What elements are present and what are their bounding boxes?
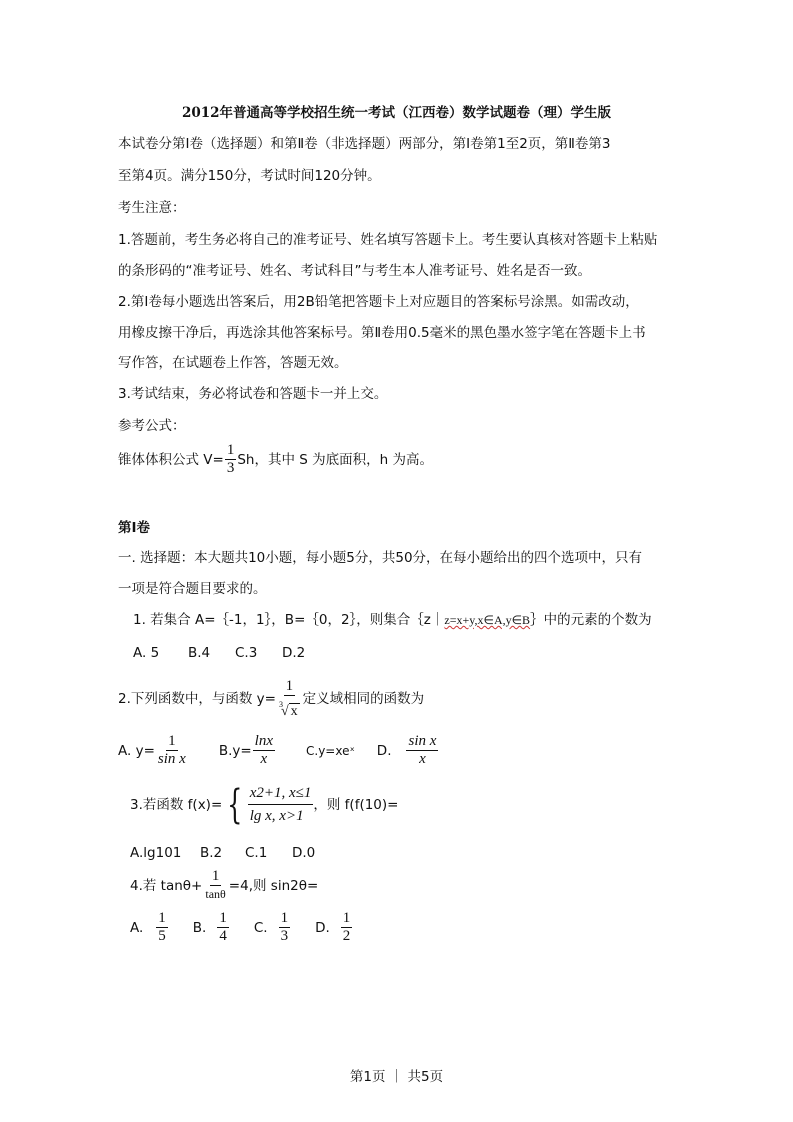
q2-cube-root: $^3$√ x bbox=[278, 700, 298, 719]
q2-stem-prefix: 2.下列函数中，与函数 y= bbox=[118, 691, 276, 707]
q3-case-1: x2+1, x≤1 bbox=[248, 782, 314, 805]
q2-stem bbox=[118, 678, 424, 720]
q4-option-c-num: 1 bbox=[280, 910, 289, 926]
formula-fraction bbox=[225, 442, 237, 477]
q1-stem-suffix: ｝中的元素的个数为 bbox=[530, 612, 652, 628]
q4-fraction bbox=[203, 868, 227, 903]
q3-case-2: lg x, x>1 bbox=[249, 808, 304, 824]
q4-stem-prefix: 4.若 tanθ+ bbox=[130, 877, 203, 894]
q4-stem-suffix: =4,则 sin2θ= bbox=[228, 877, 319, 894]
q2-option-a-label: A. y= bbox=[118, 742, 155, 759]
formula-den: 3 bbox=[226, 460, 235, 476]
formula-suffix: Sh，其中 S 为底面积，h 为高。 bbox=[237, 451, 433, 468]
q4-option-b-label: B. bbox=[192, 919, 207, 936]
q2-option-a-num: 1 bbox=[168, 733, 176, 749]
q4-option-b-fraction bbox=[217, 910, 229, 945]
q4-num: 1 bbox=[211, 868, 220, 884]
part1-line-2: 一项是符合题目要求的。 bbox=[118, 581, 267, 597]
q2-option-d-fraction bbox=[406, 733, 438, 768]
q4-option-b-num: 1 bbox=[219, 910, 227, 926]
q4-option-a-label: A. bbox=[130, 919, 144, 936]
q2-option-a-fraction bbox=[156, 733, 188, 768]
q2-option-a-den: sin x bbox=[157, 751, 186, 767]
q2-option-d-label: D. bbox=[376, 742, 392, 759]
q2-stem-suffix: 定义域相同的函数为 bbox=[302, 691, 425, 707]
q2-option-b-label: B.y= bbox=[218, 742, 252, 759]
intro-line-1: 本试卷分第Ⅰ卷（选择题）和第Ⅱ卷（非选择题）两部分，第Ⅰ卷第1至2页，第Ⅱ卷第3 bbox=[118, 136, 611, 152]
q3-option-b: B.2 bbox=[200, 845, 223, 861]
volume-formula bbox=[118, 442, 433, 477]
q4-option-b-den: 4 bbox=[219, 928, 227, 944]
q3-option-a: A.lg101 bbox=[130, 845, 182, 861]
part1-line-1: 一. 选择题：本大题共10小题，每小题5分，共50分，在每小题给出的四个选项中，只有 bbox=[118, 550, 643, 566]
page-title: 2012年普通高等学校招生统一考试（江西卷）数学试题卷（理）学生版 bbox=[181, 105, 612, 121]
notes-heading: 考生注意： bbox=[118, 200, 186, 216]
q4-option-d-num: 1 bbox=[342, 910, 351, 926]
intro-line-2: 至第4页。满分150分，考试时间120分钟。 bbox=[118, 168, 381, 184]
q4-option-d-label: D. bbox=[315, 919, 330, 936]
q2-option-b-num: lnx bbox=[254, 733, 273, 749]
note-3: 3.考试结束，务必将试卷和答题卡一并上交。 bbox=[118, 386, 388, 402]
q2-option-b-fraction bbox=[253, 733, 275, 768]
note-1-line-2: 的条形码的“准考证号、姓名、考试科目”与考生本人准考证号、姓名是否一致。 bbox=[118, 263, 591, 279]
formula-num: 1 bbox=[226, 442, 235, 458]
q3-piecewise bbox=[222, 782, 313, 827]
q1-option-a: A. 5 bbox=[133, 645, 160, 661]
q2-option-d-den: x bbox=[419, 751, 426, 767]
q4-option-a-fraction bbox=[156, 910, 168, 945]
q3-brace: { bbox=[227, 781, 243, 828]
q4-stem bbox=[130, 868, 318, 903]
q2-function-num: 1 bbox=[285, 678, 294, 694]
q3-stem-prefix: 3.若函数 f(x)= bbox=[130, 796, 223, 813]
page-footer: 第1页 ｜ 共5页 bbox=[349, 1069, 444, 1085]
formula-prefix: 锥体体积公式 V= bbox=[118, 451, 224, 468]
q1-option-b: B.4 bbox=[188, 645, 211, 661]
q4-option-c-fraction bbox=[279, 910, 291, 945]
q1-option-d: D.2 bbox=[282, 645, 306, 661]
q2-option-d-num: sin x bbox=[408, 733, 437, 749]
q4-option-c-label: C. bbox=[253, 919, 268, 936]
q4-den: tanθ bbox=[205, 887, 226, 901]
q3-options bbox=[130, 843, 315, 863]
section-heading: 第Ⅰ卷 bbox=[118, 520, 151, 536]
q4-option-d-den: 2 bbox=[342, 928, 351, 944]
q1-stem-prefix: 1. 若集合 A=｛-1，1｝，B=｛0，2｝，则集合｛z｜ bbox=[133, 612, 445, 628]
note-2-line-1: 2.第Ⅰ卷每小题选出答案后，用2B铅笔把答题卡上对应题目的答案标号涂黑。如需改动， bbox=[118, 294, 639, 310]
q3-stem-suffix: ，则 f(f(10)= bbox=[313, 796, 399, 813]
q2-options bbox=[118, 733, 439, 768]
note-2-line-3: 写作答，在试题卷上作答，答题无效。 bbox=[118, 355, 348, 371]
formula-heading: 参考公式： bbox=[118, 418, 186, 434]
q1-stem bbox=[133, 610, 652, 630]
q1-options bbox=[133, 643, 305, 663]
q2-option-c: C.y=xeˣ bbox=[306, 743, 355, 758]
q1-set-condition: z=x+y,x∈A,y∈B bbox=[444, 613, 531, 627]
q2-function-fraction bbox=[277, 678, 302, 720]
q2-root-index: 3 bbox=[278, 700, 283, 709]
q2-radicand: x bbox=[290, 704, 298, 719]
q3-stem bbox=[130, 782, 398, 827]
q2-option-b-den: x bbox=[260, 751, 268, 767]
q4-option-d-fraction bbox=[341, 910, 353, 945]
q1-option-c: C.3 bbox=[235, 645, 258, 661]
note-2-line-2: 用橡皮擦干净后，再选涂其他答案标号。第Ⅱ卷用0.5毫米的黑色墨水签字笔在答题卡上书 bbox=[118, 325, 646, 341]
q4-option-a-num: 1 bbox=[158, 910, 166, 926]
q3-option-c: C.1 bbox=[245, 845, 268, 861]
q4-options bbox=[130, 910, 353, 945]
q3-option-d: D.0 bbox=[292, 845, 316, 861]
q4-option-a-den: 5 bbox=[158, 928, 166, 944]
q4-option-c-den: 3 bbox=[280, 928, 289, 944]
note-1-line-1: 1.答题前，考生务必将自己的准考证号、姓名填写答题卡上。考生要认真核对答题卡上粘贴 bbox=[118, 232, 658, 248]
